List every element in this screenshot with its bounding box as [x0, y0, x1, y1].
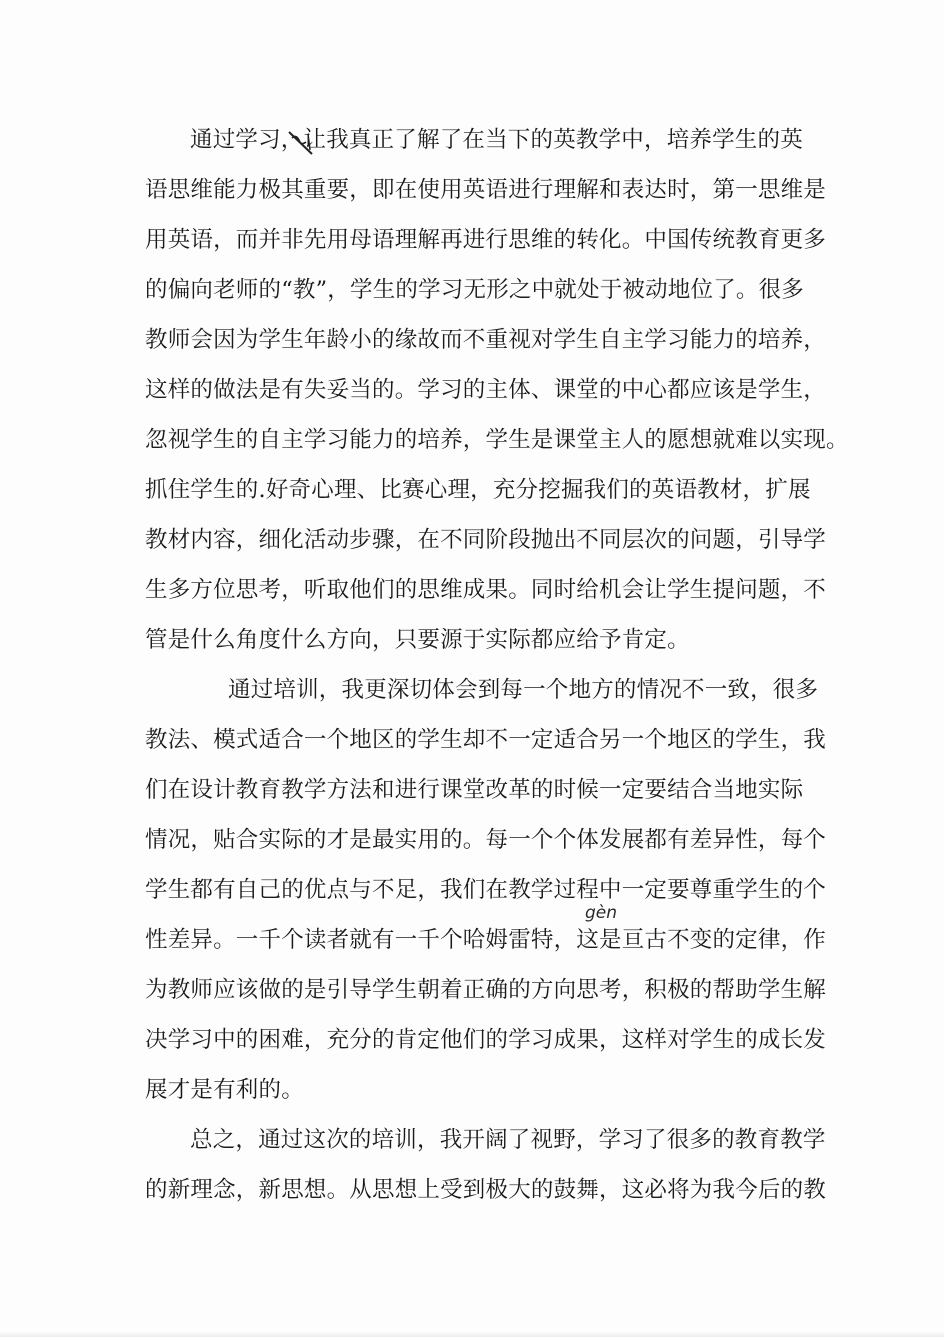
paragraph-1-line-7: 忽视学生的自主学习能力的培养，学生是课堂主人的愿想就难以实现。 — [145, 427, 849, 453]
paragraph-1-line-1: 通过学习，让我真正了解了在当下的英教学中，培养学生的英 — [190, 127, 803, 153]
paragraph-2-line-2: 教法、模式适合一个地区的学生却不一定适合另一个地区的学生，我 — [145, 727, 827, 753]
paragraph-1-line-4: 的偏向老师的“教”，学生的学习无形之中就处于被动地位了。很多 — [145, 277, 805, 303]
paragraph-3-line-2: 的新理念，新思想。从思想上受到极大的鼓舞，这必将为我今后的教 — [145, 1177, 827, 1203]
paragraph-1-line-6: 这样的做法是有失妥当的。学习的主体、课堂的中心都应该是学生， — [145, 377, 827, 403]
paragraph-2-line-6: 性差异。一千个读者就有一千个哈姆雷特，这是亘古不变的定律，作 — [145, 927, 827, 953]
paragraph-2-line-8: 决学习中的困难，充分的肯定他们的学习成果，这样对学生的成长发 — [145, 1027, 827, 1053]
handwritten-pinyin-note: gèn — [585, 903, 618, 923]
paragraph-2-line-3: 们在设计教育教学方法和进行课堂改革的时候一定要结合当地实际 — [145, 777, 804, 803]
paragraph-1-line-10: 生多方位思考，听取他们的思维成果。同时给机会让学生提问题，不 — [145, 577, 827, 603]
paragraph-2-line-9: 展才是有利的。 — [145, 1077, 304, 1103]
scan-bottom-edge — [0, 1331, 944, 1337]
paragraph-1-line-3: 用英语，而并非先用母语理解再进行思维的转化。中国传统教育更多 — [145, 227, 827, 253]
paragraph-3-line-1: 总之，通过这次的培训，我开阔了视野，学习了很多的教育教学 — [190, 1127, 826, 1153]
paragraph-1-line-2: 语思维能力极其重要，即在使用英语进行理解和表达时，第一思维是 — [145, 177, 827, 203]
paragraph-1-line-8: 抓住学生的.好奇心理、比赛心理，充分挖掘我们的英语教材，扩展 — [145, 477, 811, 503]
paragraph-2-line-7: 为教师应该做的是引导学生朝着正确的方向思考，积极的帮助学生解 — [145, 977, 827, 1003]
paragraph-1-line-9: 教材内容，细化活动步骤，在不同阶段抛出不同层次的问题，引导学 — [145, 527, 827, 553]
paragraph-1-line-5: 教师会因为学生年龄小的缘故而不重视对学生自主学习能力的培养， — [145, 327, 827, 353]
paragraph-2-line-5: 学生都有自己的优点与不足，我们在教学过程中一定要尊重学生的个 — [145, 877, 827, 903]
paragraph-2-line-4: 情况，贴合实际的才是最实用的。每一个个体发展都有差异性，每个 — [145, 827, 827, 853]
paragraph-1-line-11: 管是什么角度什么方向，只要源于实际都应给予肯定。 — [145, 627, 690, 653]
paragraph-2-line-1: 通过培训，我更深切体会到每一个地方的情况不一致，很多 — [228, 677, 819, 703]
